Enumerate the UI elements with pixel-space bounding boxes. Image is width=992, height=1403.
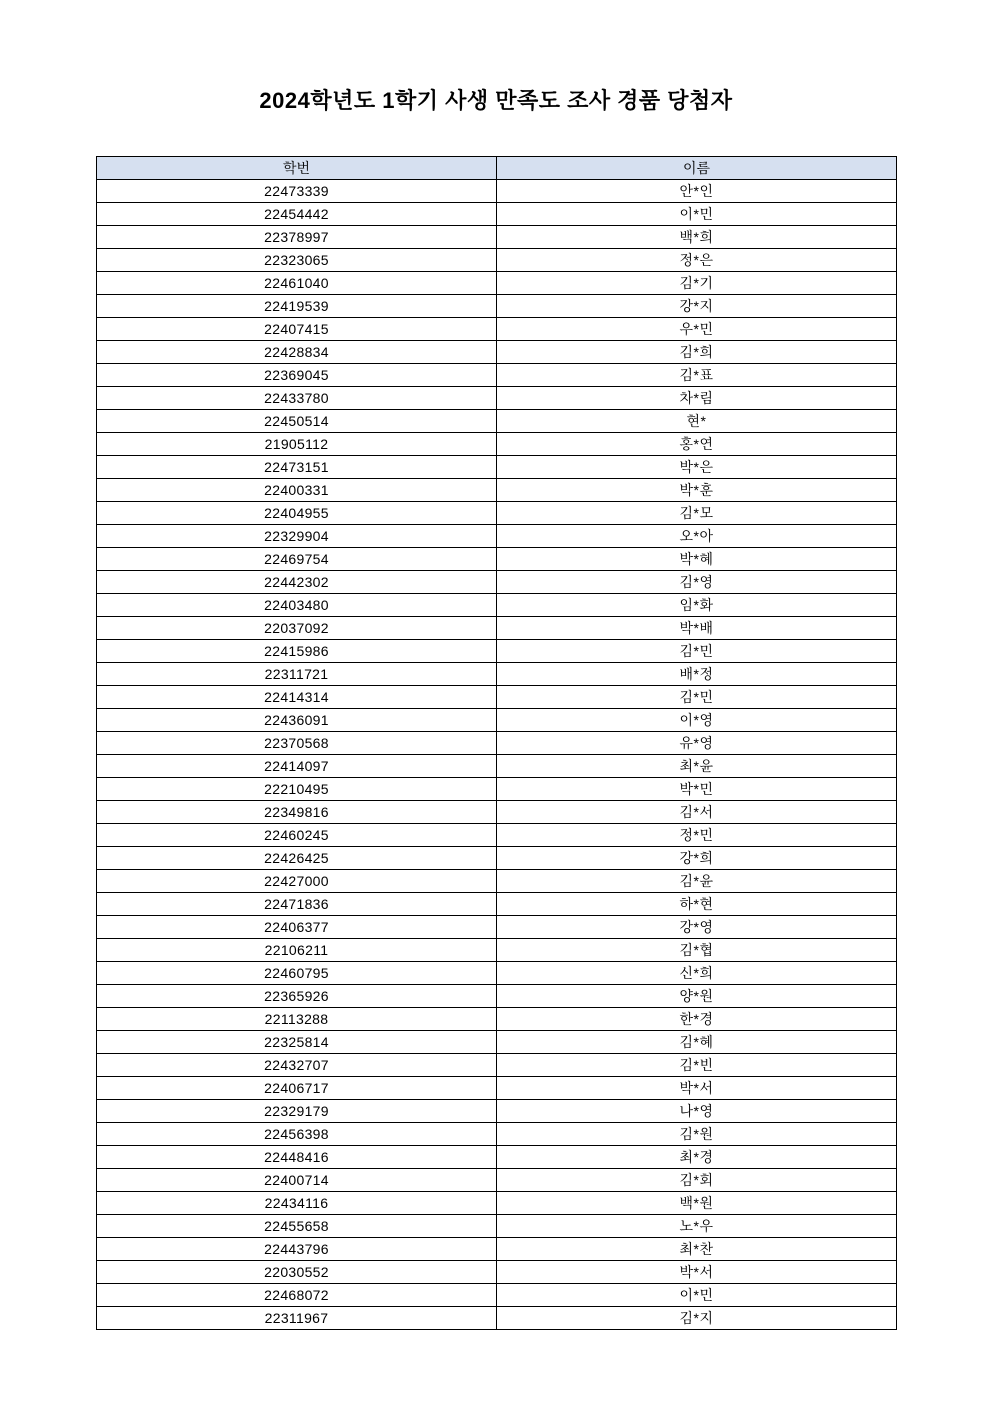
- cell-name: 홍*연: [497, 433, 897, 456]
- cell-name: 김*협: [497, 939, 897, 962]
- cell-name: 김*민: [497, 640, 897, 663]
- cell-student-id: 22329904: [97, 525, 497, 548]
- winners-table: [96, 156, 897, 1330]
- table-row: [97, 548, 897, 571]
- cell-name: 유*영: [497, 732, 897, 755]
- cell-student-id: 22427000: [97, 870, 497, 893]
- table-row: [97, 1169, 897, 1192]
- cell-student-id: 22473339: [97, 180, 497, 203]
- cell-name: 박*서: [497, 1077, 897, 1100]
- table-row: [97, 847, 897, 870]
- cell-name: 이*영: [497, 709, 897, 732]
- table-row: [97, 387, 897, 410]
- cell-student-id: 22455658: [97, 1215, 497, 1238]
- cell-student-id: 22433780: [97, 387, 497, 410]
- table-row: [97, 778, 897, 801]
- cell-name: 오*아: [497, 525, 897, 548]
- cell-name: 현*: [497, 410, 897, 433]
- cell-student-id: 22349816: [97, 801, 497, 824]
- cell-name: 박*민: [497, 778, 897, 801]
- cell-student-id: 22329179: [97, 1100, 497, 1123]
- cell-name: 양*원: [497, 985, 897, 1008]
- table-row: [97, 479, 897, 502]
- cell-name: 최*윤: [497, 755, 897, 778]
- cell-student-id: 22450514: [97, 410, 497, 433]
- cell-student-id: 22400331: [97, 479, 497, 502]
- cell-student-id: 22460245: [97, 824, 497, 847]
- table-header-row: [97, 157, 897, 180]
- cell-student-id: 22323065: [97, 249, 497, 272]
- cell-name: 한*경: [497, 1008, 897, 1031]
- cell-name: 박*혜: [497, 548, 897, 571]
- cell-student-id: 22454442: [97, 203, 497, 226]
- cell-name: 김*혜: [497, 1031, 897, 1054]
- cell-name: 최*찬: [497, 1238, 897, 1261]
- cell-student-id: 22311721: [97, 663, 497, 686]
- cell-student-id: 22311967: [97, 1307, 497, 1330]
- column-header-student-id: 학번: [97, 157, 497, 180]
- cell-student-id: 22443796: [97, 1238, 497, 1261]
- table-row: [97, 1307, 897, 1330]
- table-row: [97, 1054, 897, 1077]
- table-row: [97, 1284, 897, 1307]
- cell-name: 백*희: [497, 226, 897, 249]
- table-row: [97, 1031, 897, 1054]
- cell-student-id: 22378997: [97, 226, 497, 249]
- cell-student-id: 22460795: [97, 962, 497, 985]
- table-row: [97, 226, 897, 249]
- cell-name: 김*표: [497, 364, 897, 387]
- cell-student-id: 22406717: [97, 1077, 497, 1100]
- cell-student-id: 22400714: [97, 1169, 497, 1192]
- table-row: [97, 617, 897, 640]
- cell-name: 강*영: [497, 916, 897, 939]
- table-body: [97, 180, 897, 1330]
- table-row: [97, 801, 897, 824]
- cell-name: 차*림: [497, 387, 897, 410]
- table-row: [97, 594, 897, 617]
- cell-name: 백*원: [497, 1192, 897, 1215]
- cell-name: 김*모: [497, 502, 897, 525]
- cell-student-id: 22106211: [97, 939, 497, 962]
- cell-name: 강*지: [497, 295, 897, 318]
- table-row: [97, 686, 897, 709]
- table-row: [97, 1008, 897, 1031]
- cell-name: 김*지: [497, 1307, 897, 1330]
- table-row: [97, 1146, 897, 1169]
- table-row: [97, 985, 897, 1008]
- cell-student-id: 22406377: [97, 916, 497, 939]
- cell-name: 임*화: [497, 594, 897, 617]
- table-row: [97, 1215, 897, 1238]
- cell-name: 강*희: [497, 847, 897, 870]
- table-row: [97, 456, 897, 479]
- table-row: [97, 341, 897, 364]
- cell-student-id: 22469754: [97, 548, 497, 571]
- cell-name: 김*윤: [497, 870, 897, 893]
- table-row: [97, 1100, 897, 1123]
- winners-table-container: [96, 114, 896, 1330]
- table-row: [97, 732, 897, 755]
- table-row: [97, 824, 897, 847]
- cell-name: 김*원: [497, 1123, 897, 1146]
- table-row: [97, 364, 897, 387]
- table-row: [97, 433, 897, 456]
- cell-name: 정*은: [497, 249, 897, 272]
- cell-name: 이*민: [497, 203, 897, 226]
- cell-name: 신*희: [497, 962, 897, 985]
- cell-name: 배*정: [497, 663, 897, 686]
- cell-name: 김*서: [497, 801, 897, 824]
- column-header-name: 이름: [497, 157, 897, 180]
- table-header: [97, 157, 897, 180]
- table-row: [97, 870, 897, 893]
- cell-student-id: 22461040: [97, 272, 497, 295]
- table-row: [97, 663, 897, 686]
- page-title: 2024학년도 1학기 사생 만족도 조사 경품 당첨자: [259, 88, 733, 113]
- cell-name: 노*우: [497, 1215, 897, 1238]
- table-row: [97, 502, 897, 525]
- cell-name: 박*훈: [497, 479, 897, 502]
- cell-student-id: 22415986: [97, 640, 497, 663]
- cell-name: 김*기: [497, 272, 897, 295]
- cell-student-id: 22370568: [97, 732, 497, 755]
- cell-name: 우*민: [497, 318, 897, 341]
- cell-student-id: 21905112: [97, 433, 497, 456]
- table-row: [97, 249, 897, 272]
- cell-student-id: 22471836: [97, 893, 497, 916]
- cell-name: 김*민: [497, 686, 897, 709]
- cell-name: 박*배: [497, 617, 897, 640]
- table-row: [97, 272, 897, 295]
- table-row: [97, 525, 897, 548]
- table-row: [97, 1192, 897, 1215]
- table-row: [97, 939, 897, 962]
- table-row: [97, 203, 897, 226]
- cell-name: 박*은: [497, 456, 897, 479]
- cell-name: 김*영: [497, 571, 897, 594]
- cell-student-id: 22448416: [97, 1146, 497, 1169]
- cell-name: 김*회: [497, 1169, 897, 1192]
- cell-student-id: 22414097: [97, 755, 497, 778]
- table-row: [97, 916, 897, 939]
- cell-student-id: 22113288: [97, 1008, 497, 1031]
- cell-student-id: 22442302: [97, 571, 497, 594]
- table-row: [97, 1238, 897, 1261]
- cell-student-id: 22325814: [97, 1031, 497, 1054]
- cell-name: 김*희: [497, 341, 897, 364]
- table-row: [97, 709, 897, 732]
- cell-student-id: 22419539: [97, 295, 497, 318]
- cell-name: 정*민: [497, 824, 897, 847]
- cell-student-id: 22365926: [97, 985, 497, 1008]
- cell-student-id: 22369045: [97, 364, 497, 387]
- cell-name: 이*민: [497, 1284, 897, 1307]
- cell-name: 안*인: [497, 180, 897, 203]
- cell-name: 박*서: [497, 1261, 897, 1284]
- cell-name: 하*현: [497, 893, 897, 916]
- cell-student-id: 22403480: [97, 594, 497, 617]
- cell-student-id: 22037092: [97, 617, 497, 640]
- cell-student-id: 22210495: [97, 778, 497, 801]
- table-row: [97, 1123, 897, 1146]
- table-row: [97, 893, 897, 916]
- table-row: [97, 180, 897, 203]
- table-row: [97, 755, 897, 778]
- cell-student-id: 22473151: [97, 456, 497, 479]
- cell-name: 최*경: [497, 1146, 897, 1169]
- table-row: [97, 571, 897, 594]
- cell-student-id: 22468072: [97, 1284, 497, 1307]
- cell-student-id: 22434116: [97, 1192, 497, 1215]
- table-row: [97, 1261, 897, 1284]
- table-row: [97, 640, 897, 663]
- cell-student-id: 22414314: [97, 686, 497, 709]
- cell-student-id: 22456398: [97, 1123, 497, 1146]
- cell-student-id: 22436091: [97, 709, 497, 732]
- cell-student-id: 22030552: [97, 1261, 497, 1284]
- cell-name: 나*영: [497, 1100, 897, 1123]
- cell-student-id: 22428834: [97, 341, 497, 364]
- cell-student-id: 22407415: [97, 318, 497, 341]
- table-row: [97, 295, 897, 318]
- cell-name: 김*빈: [497, 1054, 897, 1077]
- cell-student-id: 22426425: [97, 847, 497, 870]
- table-row: [97, 962, 897, 985]
- table-row: [97, 318, 897, 341]
- cell-student-id: 22404955: [97, 502, 497, 525]
- table-row: [97, 1077, 897, 1100]
- table-row: [97, 410, 897, 433]
- cell-student-id: 22432707: [97, 1054, 497, 1077]
